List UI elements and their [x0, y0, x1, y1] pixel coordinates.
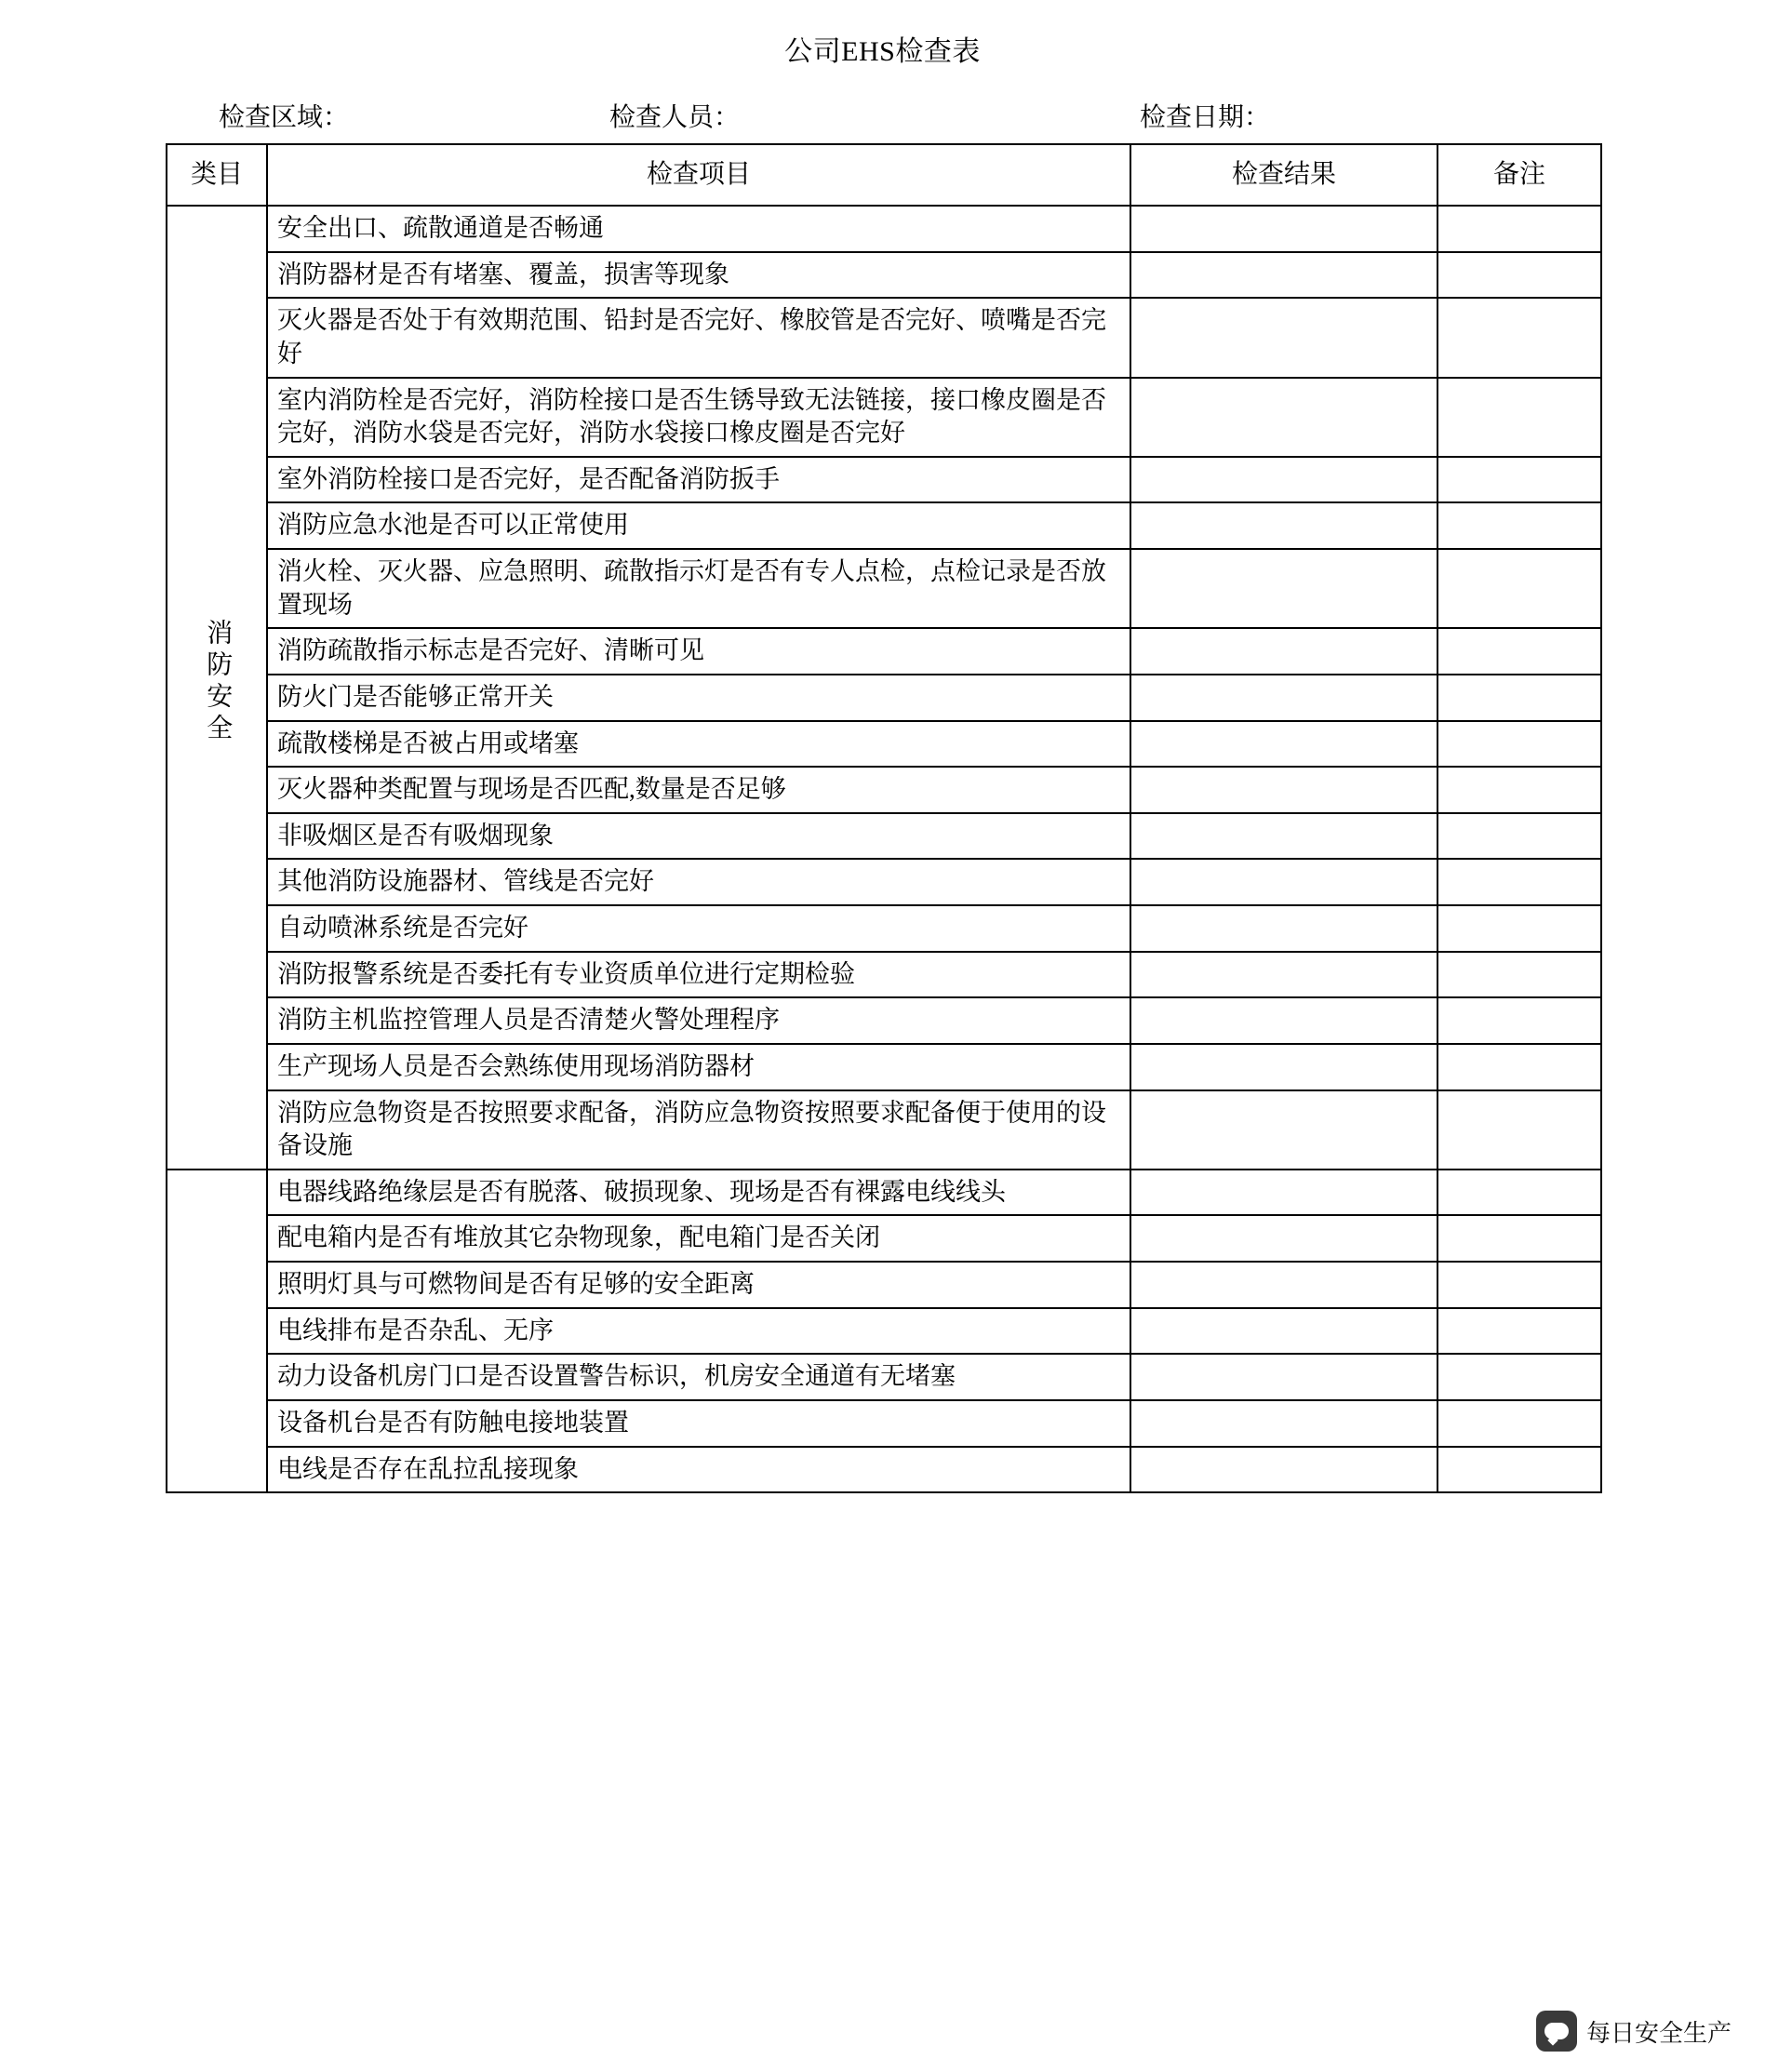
check-item: 动力设备机房门口是否设置警告标识，机房安全通道有无堵塞	[267, 1354, 1130, 1400]
result-cell[interactable]	[1130, 298, 1437, 377]
check-item: 生产现场人员是否会熟练使用现场消防器材	[267, 1044, 1130, 1090]
check-item: 电器线路绝缘层是否有脱落、破损现象、现场是否有裸露电线线头	[267, 1170, 1130, 1216]
category-label: 消防安全	[203, 619, 233, 746]
check-item: 消防报警系统是否委托有专业资质单位进行定期检验	[267, 952, 1130, 998]
remark-cell[interactable]	[1437, 813, 1601, 860]
result-cell[interactable]	[1130, 859, 1437, 905]
result-cell[interactable]	[1130, 1447, 1437, 1493]
check-item: 消防应急物资是否按照要求配备，消防应急物资按照要求配备便于使用的设备设施	[267, 1090, 1130, 1170]
result-cell[interactable]	[1130, 1044, 1437, 1090]
remark-cell[interactable]	[1437, 1215, 1601, 1262]
check-item: 配电箱内是否有堆放其它杂物现象，配电箱门是否关闭	[267, 1215, 1130, 1262]
remark-cell[interactable]	[1437, 1400, 1601, 1447]
watermark	[1536, 2011, 1732, 2052]
remark-cell[interactable]	[1437, 859, 1601, 905]
check-item: 灭火器种类配置与现场是否匹配,数量是否足够	[267, 767, 1130, 813]
result-cell[interactable]	[1130, 1400, 1437, 1447]
result-cell[interactable]	[1130, 1262, 1437, 1308]
check-item: 防火门是否能够正常开关	[267, 675, 1130, 721]
remark-cell[interactable]	[1437, 298, 1601, 377]
remark-cell[interactable]	[1437, 549, 1601, 628]
table-row	[167, 1262, 1601, 1308]
document-page	[0, 35, 1765, 2072]
check-item: 室内消防栓是否完好，消防栓接口是否生锈导致无法链接，接口橡皮圈是否完好，消防水袋是否完好，消防水袋接口橡皮圈是否完好	[267, 378, 1130, 457]
check-item: 消防应急水池是否可以正常使用	[267, 502, 1130, 549]
table-row	[167, 1170, 1601, 1216]
remark-cell[interactable]	[1437, 502, 1601, 549]
remark-cell[interactable]	[1437, 997, 1601, 1044]
remark-cell[interactable]	[1437, 1044, 1601, 1090]
inspection-date-label: 检查日期：	[1140, 103, 1271, 132]
watermark-text: 每日安全生产	[1585, 2019, 1732, 2047]
remark-cell[interactable]	[1437, 767, 1601, 813]
check-item: 室外消防栓接口是否完好，是否配备消防扳手	[267, 457, 1130, 503]
table-row	[167, 767, 1601, 813]
result-cell[interactable]	[1130, 378, 1437, 457]
result-cell[interactable]	[1130, 905, 1437, 952]
check-item: 照明灯具与可燃物间是否有足够的安全距离	[267, 1262, 1130, 1308]
result-cell[interactable]	[1130, 1090, 1437, 1170]
result-cell[interactable]	[1130, 1354, 1437, 1400]
remark-cell[interactable]	[1437, 628, 1601, 675]
wechat-official-account-icon	[1536, 2011, 1577, 2052]
inspector-label: 检查人员：	[609, 103, 741, 132]
result-cell[interactable]	[1130, 1308, 1437, 1355]
column-header-remark: 备注	[1437, 144, 1601, 206]
result-cell[interactable]	[1130, 549, 1437, 628]
meta-row	[0, 97, 1765, 134]
table-row	[167, 721, 1601, 768]
remark-cell[interactable]	[1437, 457, 1601, 503]
check-item: 消防疏散指示标志是否完好、清晰可见	[267, 628, 1130, 675]
check-item: 消火栓、灭火器、应急照明、疏散指示灯是否有专人点检，点检记录是否放置现场	[267, 549, 1130, 628]
table-row	[167, 206, 1601, 252]
result-cell[interactable]	[1130, 206, 1437, 252]
page-title: 公司EHS检查表	[784, 36, 981, 67]
result-cell[interactable]	[1130, 502, 1437, 549]
result-cell[interactable]	[1130, 628, 1437, 675]
remark-cell[interactable]	[1437, 1447, 1601, 1493]
check-item: 设备机台是否有防触电接地装置	[267, 1400, 1130, 1447]
remark-cell[interactable]	[1437, 252, 1601, 299]
remark-cell[interactable]	[1437, 1354, 1601, 1400]
check-item: 消防主机监控管理人员是否清楚火警处理程序	[267, 997, 1130, 1044]
remark-cell[interactable]	[1437, 675, 1601, 721]
table-row	[167, 549, 1601, 628]
result-cell[interactable]	[1130, 675, 1437, 721]
check-item: 非吸烟区是否有吸烟现象	[267, 813, 1130, 860]
result-cell[interactable]	[1130, 952, 1437, 998]
inspection-area-label: 检查区域：	[219, 103, 350, 132]
table-row	[167, 813, 1601, 860]
table-header-row	[167, 144, 1601, 206]
table-row	[167, 1354, 1601, 1400]
table-row	[167, 1308, 1601, 1355]
table-row	[167, 905, 1601, 952]
check-item: 安全出口、疏散通道是否畅通	[267, 206, 1130, 252]
result-cell[interactable]	[1130, 721, 1437, 768]
remark-cell[interactable]	[1437, 1090, 1601, 1170]
column-header-category: 类目	[167, 144, 267, 206]
category-cell-electrical-safety	[167, 1170, 267, 1492]
table-row	[167, 628, 1601, 675]
table-row	[167, 1044, 1601, 1090]
check-item: 灭火器是否处于有效期范围、铅封是否完好、橡胶管是否完好、喷嘴是否完好	[267, 298, 1130, 377]
result-cell[interactable]	[1130, 252, 1437, 299]
check-item: 消防器材是否有堵塞、覆盖，损害等现象	[267, 252, 1130, 299]
table-row	[167, 859, 1601, 905]
ehs-checklist-table	[166, 143, 1602, 1493]
remark-cell[interactable]	[1437, 721, 1601, 768]
remark-cell[interactable]	[1437, 1262, 1601, 1308]
remark-cell[interactable]	[1437, 378, 1601, 457]
result-cell[interactable]	[1130, 813, 1437, 860]
remark-cell[interactable]	[1437, 905, 1601, 952]
table-row	[167, 378, 1601, 457]
table-row	[167, 675, 1601, 721]
result-cell[interactable]	[1130, 767, 1437, 813]
table-row	[167, 1400, 1601, 1447]
result-cell[interactable]	[1130, 457, 1437, 503]
check-item: 自动喷淋系统是否完好	[267, 905, 1130, 952]
remark-cell[interactable]	[1437, 1308, 1601, 1355]
check-item: 疏散楼梯是否被占用或堵塞	[267, 721, 1130, 768]
table-row	[167, 252, 1601, 299]
table-row	[167, 298, 1601, 377]
check-item: 电线是否存在乱拉乱接现象	[267, 1447, 1130, 1493]
table-row	[167, 457, 1601, 503]
check-item: 电线排布是否杂乱、无序	[267, 1308, 1130, 1355]
remark-cell[interactable]	[1437, 206, 1601, 252]
check-item: 其他消防设施器材、管线是否完好	[267, 859, 1130, 905]
column-header-item: 检查项目	[267, 144, 1130, 206]
remark-cell[interactable]	[1437, 952, 1601, 998]
table-row	[167, 997, 1601, 1044]
remark-cell[interactable]	[1437, 1170, 1601, 1216]
result-cell[interactable]	[1130, 1170, 1437, 1216]
category-cell-fire-safety	[167, 206, 267, 1170]
table-row	[167, 1090, 1601, 1170]
column-header-result: 检查结果	[1130, 144, 1437, 206]
table-row	[167, 952, 1601, 998]
table-row	[167, 502, 1601, 549]
table-row	[167, 1447, 1601, 1493]
table-row	[167, 1215, 1601, 1262]
result-cell[interactable]	[1130, 1215, 1437, 1262]
result-cell[interactable]	[1130, 997, 1437, 1044]
